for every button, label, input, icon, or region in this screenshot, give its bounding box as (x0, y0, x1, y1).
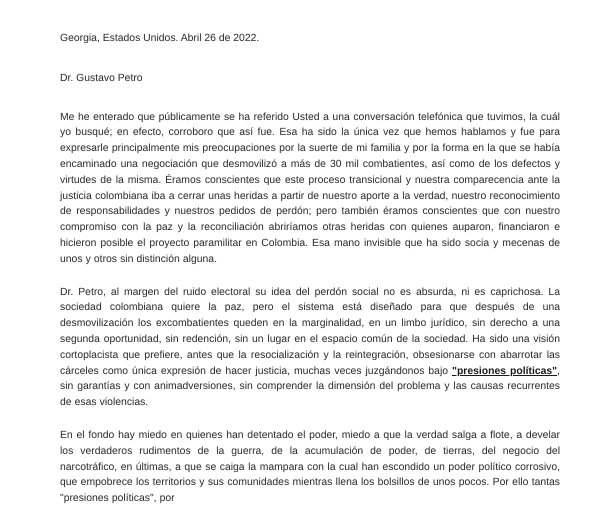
paragraph-2-text-after: , sin garantías y con animadversiones, sin comprender la dimensión del problema y las causas recurrentes de esas violencias. (60, 365, 560, 409)
presiones-politicas-emphasis: "presiones políticas" (452, 365, 558, 377)
paragraph-1: Me he enterado que públicamente se ha referido Usted a una conversación telefónica que tuvimos, la cuál yo busqué; en efecto, corroboro que así fue. Esa ha sido la única vez que hemos hablamos y fue para expresarle principalmente mis preocupaciones por la suerte de mi familia y por la forma en la que se había encaminado una negociación que desmovilizó a más de 30 mil combatientes, así como de los defectos y virtudes de la misma. Éramos conscientes que este proceso transicional y nuestra comparecencia ante la justicia colombiana iba a cerrar unas heridas a partir de nuestro aporte a la verdad, nuestro reconocimiento de responsabilidades y nuestros pedidos de perdón; pero también éramos conscientes que con nuestro compromiso con la paz y la reconciliación abriríamos otras heridas con quienes auparon, financiaron e hicieron posible el proyecto paramilitar en Colombia. Esa mano invisible que ha sido socia y mecenas de unos y otros sin distinción alguna. (60, 111, 560, 265)
date-line: Georgia, Estados Unidos. Abril 26 de 2022. (60, 33, 260, 44)
paragraph-3: En el fondo hay miedo en quienes han detentado el poder, miedo a que la verdad salga a flote, a develar los verdaderos rudimentos de la guerra, de la acumulación de poder, de tierras, del negocio del narcotráfico, en últimas, a que se caiga la mampara con la cual han escondido un poder político corrosivo, que empobrece los territorios y sus comunidades mientras llena los bolsillos de unos pocos. Por ello tantas "presiones políticas", por (60, 429, 560, 505)
paragraph-2-text-before: Dr. Petro, al margen del ruido electoral su idea del perdón social no es absurda, ni es caprichosa. La sociedad colombiana quiere la paz, pero el sistema está diseñado para que después de una desmovilización los excombatientes queden en la marginalidad, en un limbo jurídico, sin derecho a una segunda oportunidad, sin redención, sin un lugar en el espacio común de la sociedad. Ha sido una visión cortoplacista que prefiere, antes que la resocialización y la reintegración, obsesionarse con abarrotar las cárceles como única expresión de hacer justicia, muchas veces juzgándonos bajo (60, 286, 560, 377)
salutation: Dr. Gustavo Petro (60, 72, 143, 84)
paragraph-2 (60, 285, 560, 411)
